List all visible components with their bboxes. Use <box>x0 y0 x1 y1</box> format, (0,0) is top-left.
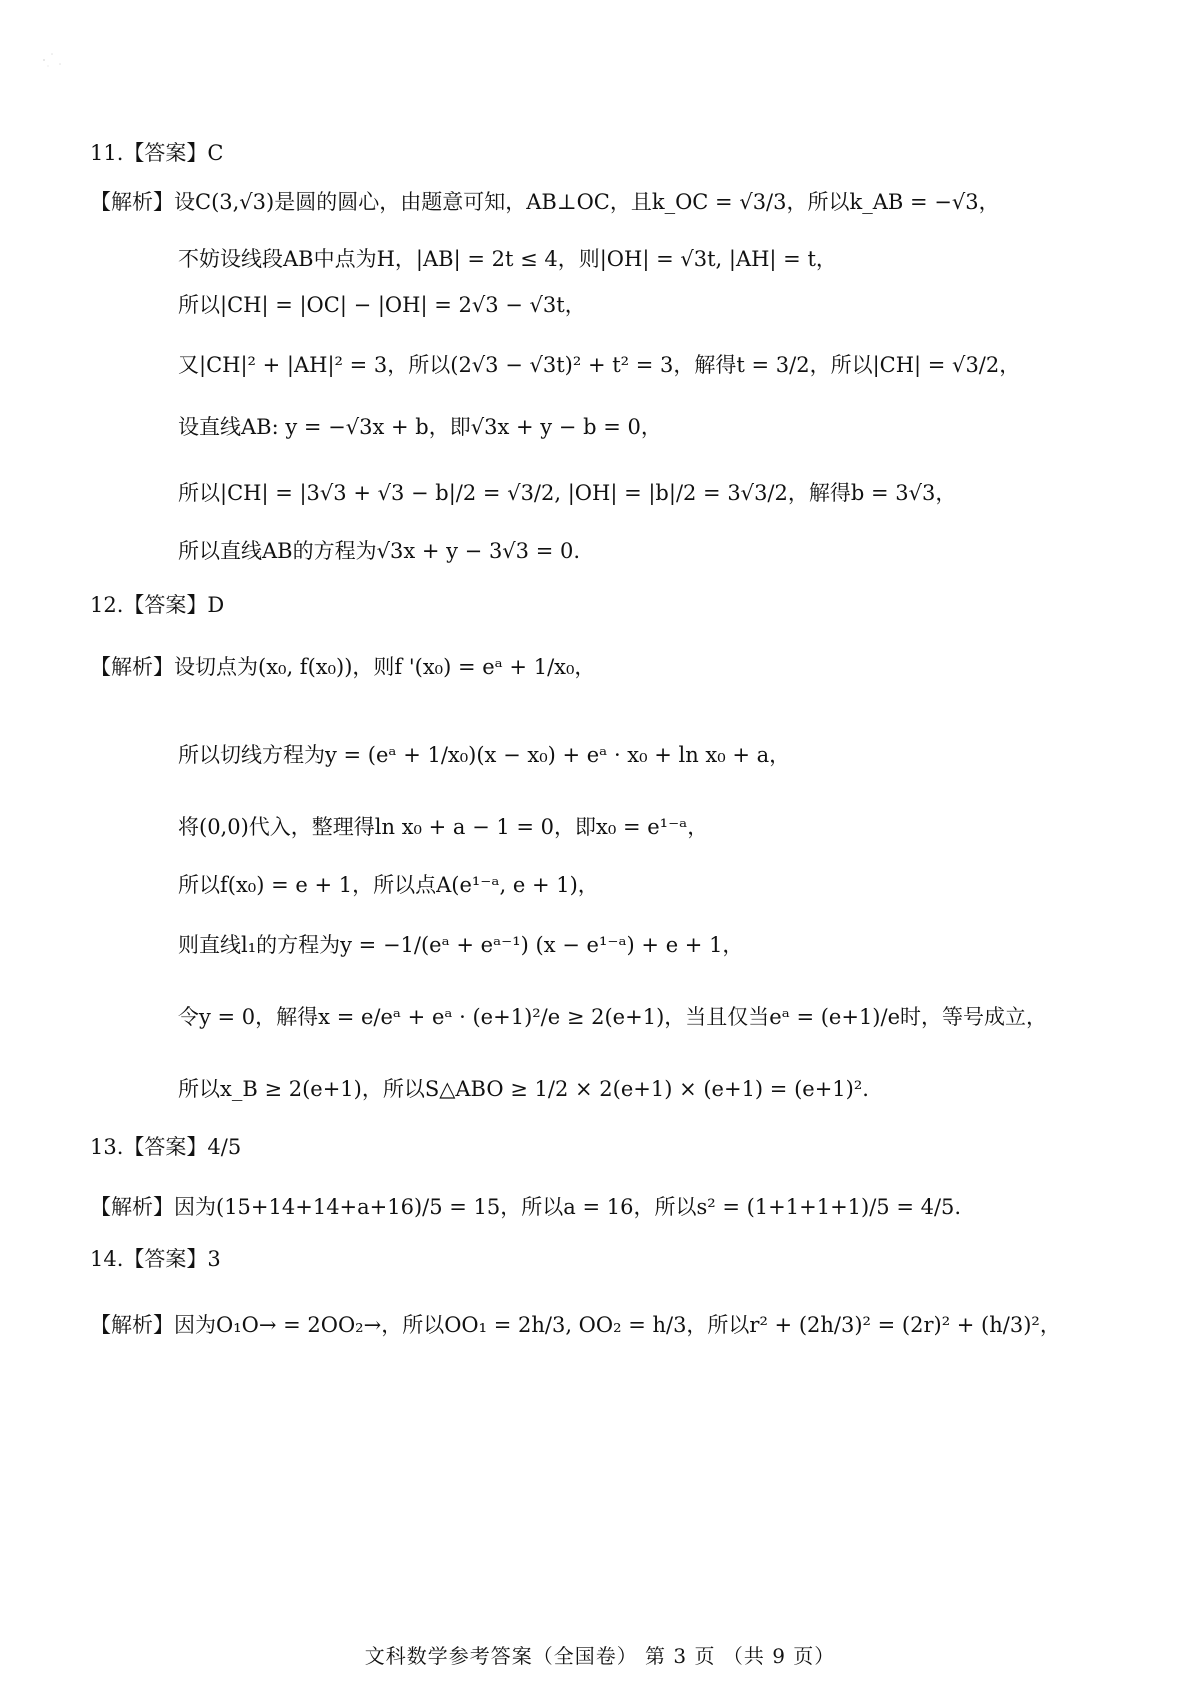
q11-line-6: 所以|CH| = |3√3 + √3 − b|/2 = √3/2, |OH| = |b|/2 = 3√3/2，解得b = 3√3， <box>178 481 957 505</box>
q12-answer: 12.【答案】D <box>90 593 225 617</box>
q14-line-1: 【解析】因为O₁O→ = 2OO₂→，所以OO₁ = 2h/3, OO₂ = h/3，所以r² + (2h/3)² = (2r)² + (h/3)²， <box>90 1313 1061 1337</box>
q12-line-7: 所以x_B ≥ 2(e+1)，所以S△ABO ≥ 1/2 × 2(e+1) × (e+1) = (e+1)². <box>178 1077 869 1101</box>
q13-answer: 13.【答案】4/5 <box>90 1135 242 1159</box>
q14-answer: 14.【答案】3 <box>90 1247 221 1271</box>
q12-line-4: 所以f(x₀) = e + 1，所以点A(e¹⁻ᵃ, e + 1)， <box>178 873 599 897</box>
q11-line-3: 所以|CH| = |OC| − |OH| = 2√3 − √3t， <box>178 293 586 317</box>
q12-line-5: 则直线l₁的方程为y = −1/(eᵃ + eᵃ⁻¹) (x − e¹⁻ᵃ) + e + 1， <box>178 933 744 957</box>
page-footer: 文科数学参考答案（全国卷） 第 3 页 （共 9 页） <box>364 1644 836 1668</box>
q11-line-7: 所以直线AB的方程为√3x + y − 3√3 = 0. <box>178 539 581 563</box>
q11-line-4: 又|CH|² + |AH|² = 3，所以(2√3 − √3t)² + t² = 3，解得t = 3/2，所以|CH| = √3/2， <box>178 353 1021 377</box>
q11-line-1: 【解析】设C(3,√3)是圆的圆心，由题意可知，AB⊥OC，且k_OC = √3/3，所以k_AB = −√3， <box>90 190 1000 214</box>
q12-line-2: 所以切线方程为y = (eᵃ + 1/x₀)(x − x₀) + eᵃ · x₀ + ln x₀ + a， <box>178 743 791 767</box>
q12-line-6: 令y = 0，解得x = e/eᵃ + eᵃ · (e+1)²/e ≥ 2(e+1)，当且仅当eᵃ = (e+1)/e时，等号成立， <box>178 1005 1048 1029</box>
q11-answer: 11.【答案】C <box>90 141 224 165</box>
q12-line-1: 【解析】设切点为(x₀, f(x₀))，则f '(x₀) = eᵃ + 1/x₀， <box>90 655 596 679</box>
q12-line-3: 将(0,0)代入，整理得ln x₀ + a − 1 = 0，即x₀ = e¹⁻ᵃ， <box>178 815 709 839</box>
q13-line-1: 【解析】因为(15+14+14+a+16)/5 = 15，所以a = 16，所以s² = (1+1+1+1)/5 = 4/5. <box>90 1195 962 1219</box>
q11-line-2: 不妨设线段AB中点为H，|AB| = 2t ≤ 4，则|OH| = √3t, |AH| = t， <box>178 247 837 271</box>
q11-line-5: 设直线AB: y = −√3x + b，即√3x + y − b = 0， <box>178 415 662 439</box>
scan-speck <box>40 50 70 70</box>
